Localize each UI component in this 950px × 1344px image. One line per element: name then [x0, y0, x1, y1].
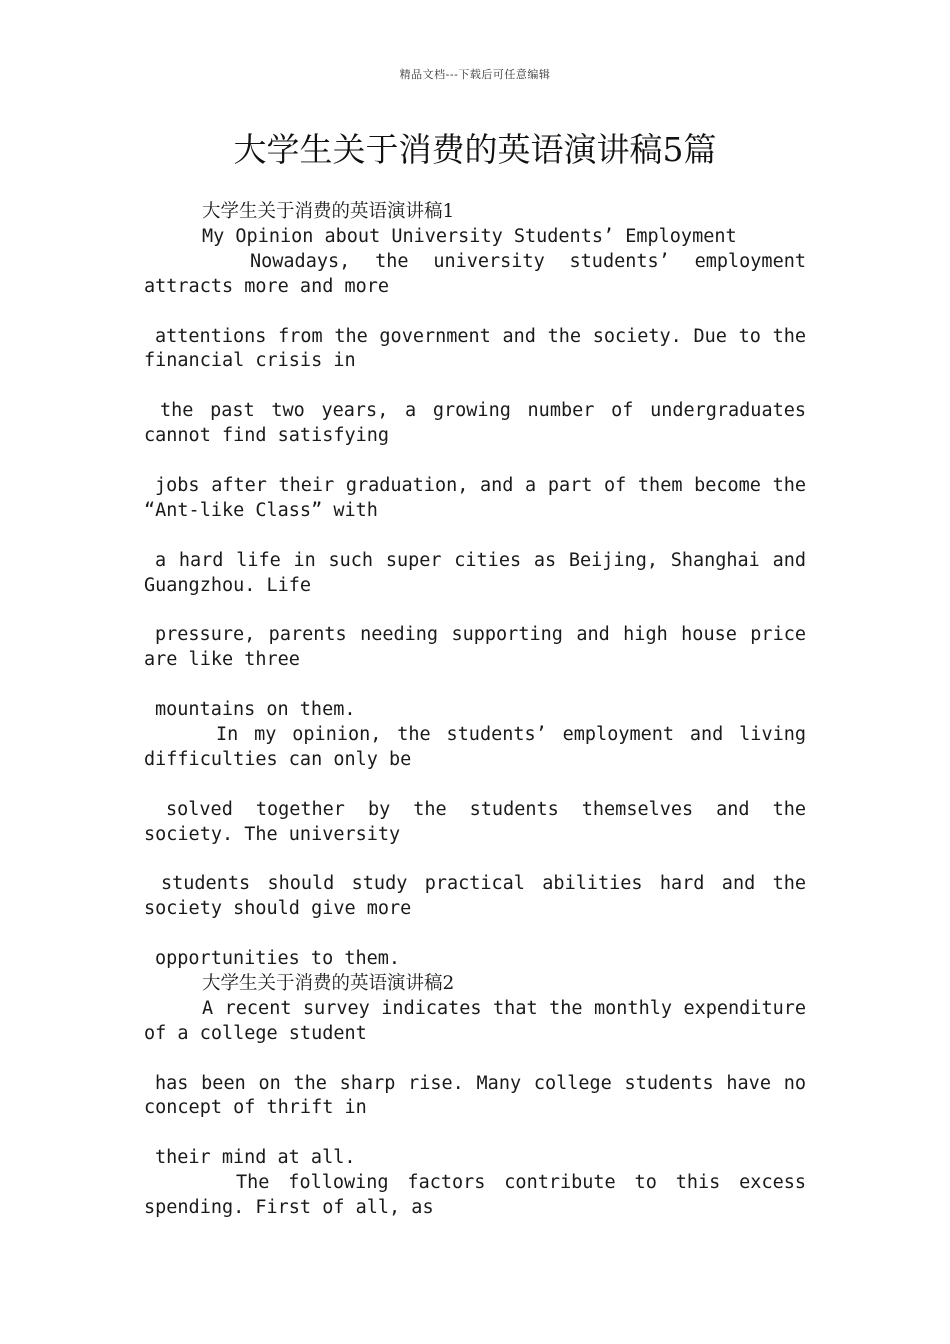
text-line: are like three: [144, 649, 300, 671]
text-line: a hard life in such super cities as Beijing, Shanghai and: [155, 549, 806, 571]
text-line: the past two years, a growing number of undergraduates: [160, 400, 806, 422]
header-note: 精品文档---下载后可任意编辑: [399, 68, 551, 81]
text-line: In my opinion, the students’ employment and living: [216, 723, 806, 745]
text-line: “Ant-like Class” with: [144, 499, 378, 521]
text-line: students should study practical abilities hard and the: [161, 873, 806, 895]
text-line: Nowadays, the university students’ employment: [250, 250, 806, 272]
text-line: attracts more and more: [144, 275, 390, 297]
text-line: cannot find satisfying: [144, 425, 390, 447]
text-line: difficulties can only be: [144, 748, 412, 770]
text-line: concept of thrift in: [144, 1097, 367, 1119]
text-line: attentions from the government and the society. Due to the: [155, 325, 806, 347]
text-line: spending. First of all, as: [144, 1197, 434, 1218]
text-line: jobs after their graduation, and a part of them become the: [155, 474, 806, 496]
section-heading: 大学生关于消费的英语演讲稿2: [202, 972, 455, 994]
text-line: solved together by the students themselves and the: [166, 798, 806, 820]
text-line: mountains on them.: [155, 699, 356, 720]
text-line: opportunities to them.: [155, 948, 401, 969]
text-line: has been on the sharp rise. Many college students have no: [155, 1072, 806, 1094]
section-heading: 大学生关于消费的英语演讲稿1: [202, 201, 455, 222]
document-title: 大学生关于消费的英语演讲稿5篇: [233, 130, 717, 169]
text-line: society should give more: [144, 898, 412, 920]
text-line: financial crisis in: [144, 350, 356, 372]
text-line: Guangzhou. Life: [144, 574, 312, 596]
text-line: My Opinion about University Students’ Employment: [202, 225, 737, 247]
text-line: of a college student: [144, 1022, 367, 1044]
text-line: society. The university: [144, 823, 401, 845]
text-line: their mind at all.: [155, 1147, 356, 1169]
text-line: pressure, parents needing supporting and high house price: [155, 624, 806, 646]
text-line: The following factors contribute to this excess: [236, 1172, 806, 1194]
text-line: A recent survey indicates that the monthly expenditure: [202, 997, 806, 1019]
